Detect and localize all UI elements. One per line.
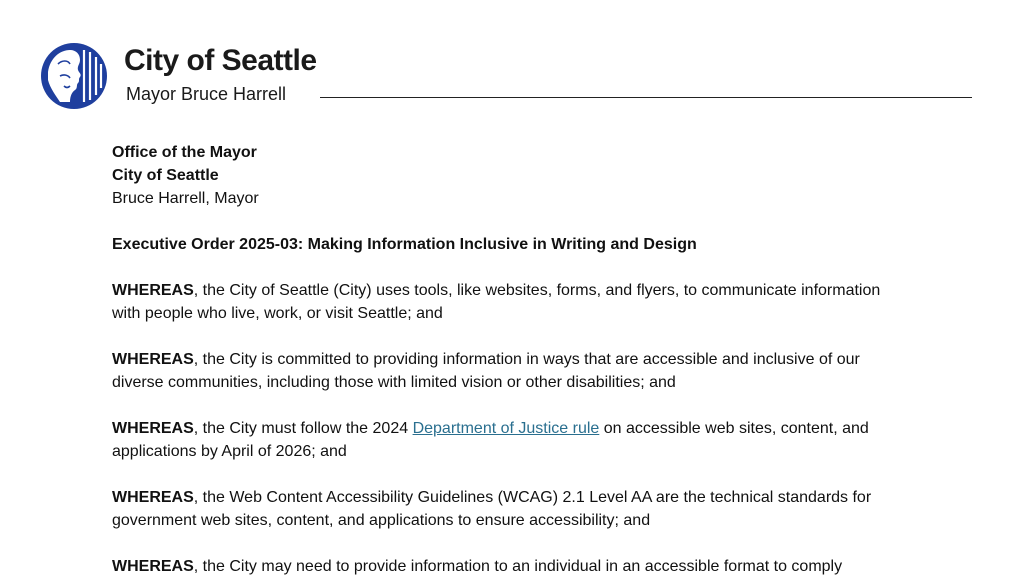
whereas-paragraph xyxy=(112,279,912,325)
whereas-text: , the City of Seattle (City) uses tools, like websites, forms, and flyers, to communicate information with people who live, work, or visit Seattle; and xyxy=(112,282,881,322)
whereas-label: WHEREAS xyxy=(112,558,194,575)
order-title: Executive Order 2025-03: Making Information Inclusive in Writing and Design xyxy=(112,236,697,253)
whereas-text: on accessible web sites, content, and applications by April of 2026; and xyxy=(112,420,869,460)
whereas-label: WHEREAS xyxy=(112,489,194,506)
office-line: Office of the Mayor xyxy=(112,144,257,161)
whereas-paragraph xyxy=(112,486,912,532)
whereas-text: , the Web Content Accessibility Guidelines (WCAG) 2.1 Level AA are the technical standards for government web sites, content, and applications to ensure accessibility; and xyxy=(112,489,872,529)
whereas-paragraph xyxy=(112,555,912,577)
office-mayor: Bruce Harrell, Mayor xyxy=(112,190,259,207)
whereas-label: WHEREAS xyxy=(112,351,194,368)
whereas-label: WHEREAS xyxy=(112,420,194,437)
org-name: City of Seattle xyxy=(124,44,317,77)
order-title-block xyxy=(112,233,912,256)
whereas-label: WHEREAS xyxy=(112,282,194,299)
seattle-seal-logo xyxy=(40,42,108,110)
whereas-text: , the City may need to provide information to an individual in an accessible format to comply xyxy=(193,558,843,575)
document-body xyxy=(112,141,912,577)
whereas-text: , the City is committed to providing information in ways that are accessible and inclusive of our diverse communities, including those with limited vision or other disabilities; and xyxy=(112,351,860,391)
office-city: City of Seattle xyxy=(112,167,219,184)
header-divider xyxy=(320,97,972,98)
doj-rule-link[interactable]: Department of Justice rule xyxy=(412,420,600,437)
org-subtitle: Mayor Bruce Harrell xyxy=(126,84,287,104)
office-block xyxy=(112,141,912,210)
whereas-text: , the City must follow the 2024 xyxy=(193,420,413,437)
whereas-paragraph xyxy=(112,348,912,394)
letterhead xyxy=(0,0,1024,120)
whereas-paragraph xyxy=(112,417,912,463)
